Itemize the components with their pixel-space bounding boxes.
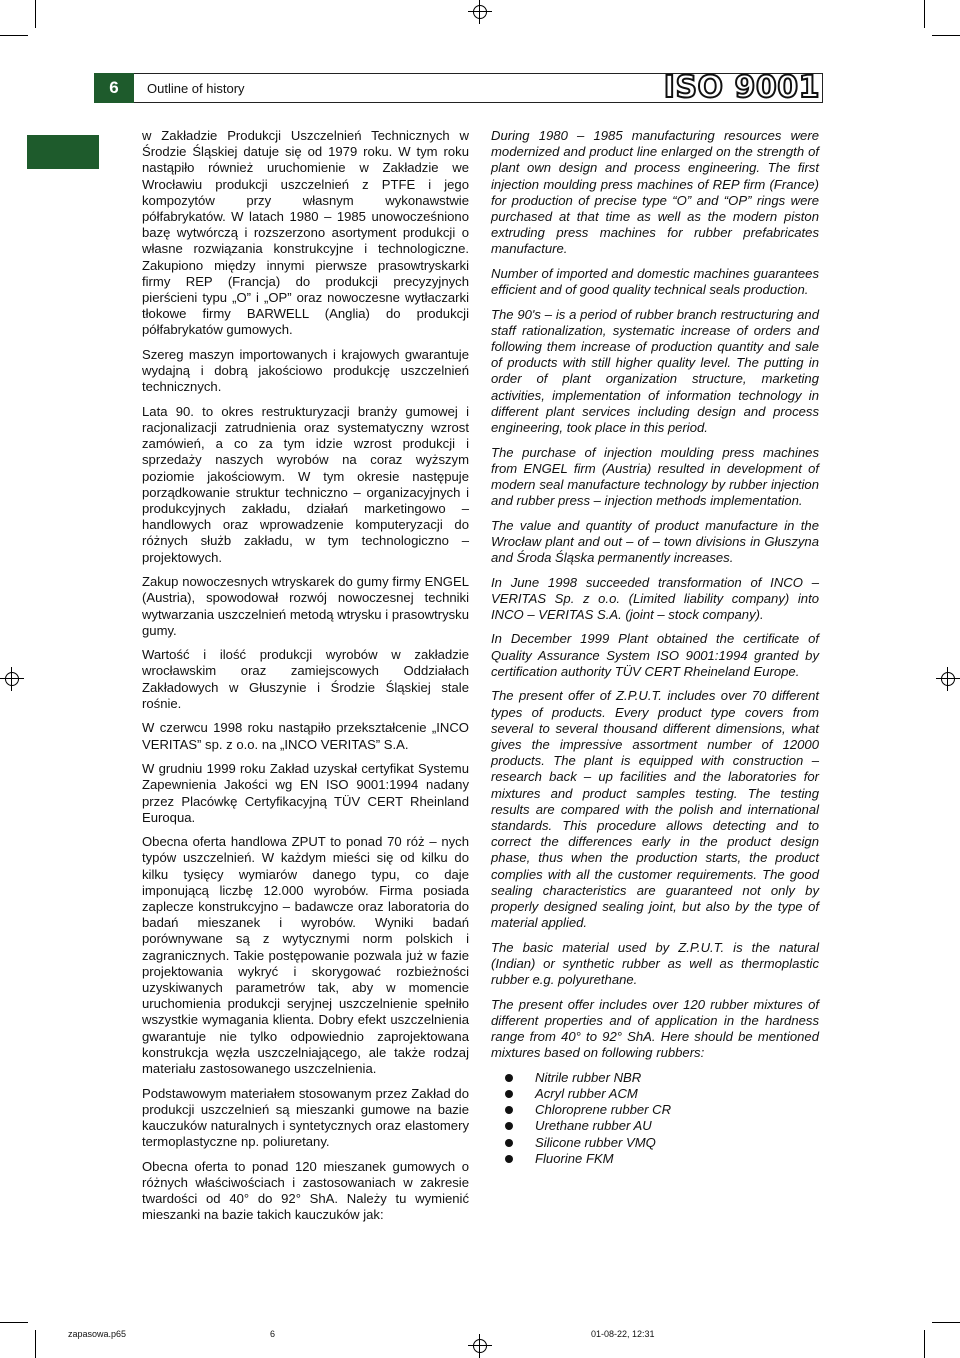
- bullet-icon: [505, 1106, 513, 1114]
- paragraph: The basic material used by Z.P.U.T. is the natural (Indian) or synthetic rubber as well as thermoplastic rubber e.g. polyurethane.: [491, 939, 819, 988]
- paragraph: w Zakładzie Produkcji Uszczelnień Technicznych w Środzie Śląskiej datuje się od 1979 roku. W tym roku nastąpiło również uruchomienie w Zakładzie we Wrocławiu produkcji uszczelnień z PTFE i jego kompozytów przy własnym wykonawstwie półfabrykatów. W latach 1980 – 1985 unowocześniono bazę wytwórczą i rozszerzono asortyment produkcji o własne rozwiązania konstrukcyjne i technologiczne. Zakupiono między innymi pierwsze prasowtryskarki firmy REP (Francja) do produkcji precyzyjnych pierścieni typu „O” i „OP” oraz nowoczesne wytłaczarki tłokowe firmy BARWELL (Anglia) do produkcji półfabrykatów gumowych.: [142, 128, 469, 338]
- crop-mark: [0, 1322, 28, 1323]
- paragraph: In June 1998 succeeded transformation of INCO – VERITAS Sp. z o.o. (Limited liability company) into INCO – VERITAS S.A. (joint – stock company).: [491, 574, 819, 622]
- list-item: [505, 1070, 819, 1086]
- paragraph: W grudniu 1999 roku Zakład uzyskał certyfikat Systemu Zapewnienia Jakości wg EN ISO 9001:1994 nadany przez Placówkę Certyfikacyjną TÜV CERT Rheinland Euroqua.: [142, 761, 469, 825]
- page-number-badge: 6: [94, 73, 134, 103]
- iso-9001-logo: ISO 9001: [663, 70, 820, 105]
- rubber-list: [491, 1070, 819, 1167]
- paragraph: W czerwcu 1998 roku nastąpiło przekształcenie „INCO VERITAS” sp. z o.o. na „INCO VERITAS” S.A.: [142, 720, 469, 752]
- list-item: [505, 1102, 819, 1118]
- crop-mark: [0, 35, 28, 36]
- paragraph: The present offer includes over 120 rubber mixtures of different properties and of application in the hardness range from 40° to 92° ShA. Here should be mentioned mixtures based on following rubbers:: [491, 996, 819, 1061]
- list-item-label: Fluorine FKM: [535, 1150, 614, 1166]
- crop-mark: [35, 0, 36, 28]
- registration-mark-icon: [936, 667, 960, 691]
- footer-file-name: zapasowa.p65: [68, 1329, 127, 1339]
- list-item: [505, 1135, 819, 1151]
- paragraph: The 90's – is a period of rubber branch restructuring and staff rationalization, systematic increase of orders and following them increase of production quantity and sale of products with still higher quality level. The putting in order of plant organization structure, marketing activities, implementation of information technology in different plant services including design and process engineering, took place in this period.: [491, 306, 819, 436]
- paragraph: Wartość i ilość produkcji wyrobów w zakładzie wrocławskim oraz zamiejscowych Oddziałach Zakładowych w Głuszynie i Środzie Śląskiej stale rośnie.: [142, 647, 469, 711]
- paragraph: Szereg maszyn importowanych i krajowych gwarantuje wydajną i dobrą jakościowo produkcję uszczelnień technicznych.: [142, 346, 469, 395]
- paragraph: The value and quantity of product manufacture in the Wrocław plant and out – of – town divisions in Głuszyna and Środa Śląska permanently increases.: [491, 517, 819, 566]
- paragraph: Obecna oferta handlowa ZPUT to ponad 70 róż – nych typów uszczelnień. W każdym mieści się od kilku do kilku tysięcy wymiarów danego typu, co daje imponującą liczbę 12.000 wyrobów. Firma posiada zaplecze konstrukcyjno – badawcze oraz laboratoria do badań mieszanek i wyrobów. Wyniki badań porównywane są z wytycznymi norm polskich i zagranicznych. Takie postępowanie pozwala już w fazie projektowania wykryć i skorygować rozbieżności uzyskiwanych parametrów tak, aby w momencie uruchomienia produkcji seryjnej uszczelnienie spełniło wszystkie wymagania klienta. Dobry efekt uszczelnienia gwarantuje nie tylko odpowiednio zaprojektowana konstrukcja węzła uszczelniającego, ale także rodzaj materiału zastosowanego uszczelnienia.: [142, 834, 469, 1077]
- footer-page-number: 6: [270, 1329, 276, 1339]
- crop-mark: [932, 1322, 960, 1323]
- paragraph: Podstawowym materiałem stosowanym przez Zakład do produkcji uszczelnień są mieszanki gumowe na bazie kauczuków naturalnych i syntetycznych oraz elastomery termoplastyczne np. poliuretany.: [142, 1085, 469, 1150]
- paragraph: In December 1999 Plant obtained the certificate of Quality Assurance System ISO 9001:1994 granted by certification authority TÜV CERT Rheineland Europe.: [491, 631, 819, 679]
- crop-mark: [932, 35, 960, 36]
- paragraph: Lata 90. to okres restrukturyzacji branży gumowej i racjonalizacji zatrudnienia oraz systematyczny wzrost zamówień, a co za tym idzie wzrost produkcji i sprzedaży naszych wyrobów na coraz wyższym poziomie jakościowym. W tym okresie następuje porządkowanie struktur techniczno – organizacyjnych i produkcyjnych zakładu, działań marketingowo – handlowych oraz wprowadzenie komputeryzacji do różnych służb zakładu, w tym technologiczno – projektowych.: [142, 403, 469, 565]
- english-text-column: [491, 128, 819, 1167]
- bullet-icon: [505, 1139, 513, 1147]
- polish-text-column: [142, 128, 469, 1232]
- bullet-icon: [505, 1155, 513, 1163]
- registration-mark-icon: [468, 1334, 492, 1358]
- paragraph: Zakup nowoczesnych wtryskarek do gumy firmy ENGEL (Austria), spowodował rozwój nowoczesnej techniki wytwarzania uszczelnień metodą wtrysku i prasowtrysku gumy.: [142, 574, 469, 638]
- list-item: [505, 1151, 819, 1167]
- page-header: [94, 70, 823, 105]
- registration-mark-icon: [0, 667, 24, 691]
- paragraph: Obecna oferta to ponad 120 mieszanek gumowych o różnych właściwościach i zastosowaniach w zakresie twardości od 40° do 92° ShA. Należy tu wymienić mieszanki na bazie takich kauczuków jak:: [142, 1158, 469, 1223]
- crop-mark: [924, 1330, 925, 1358]
- section-title: Outline of history: [147, 81, 245, 96]
- bullet-icon: [505, 1122, 513, 1130]
- paragraph: The purchase of injection moulding press machines from ENGEL firm (Austria) resulted in development of modern seal manufacture technology by rubber injection and rubber press – injection methods implementation.: [491, 444, 819, 509]
- bullet-icon: [505, 1090, 513, 1098]
- list-item-label: Acryl rubber ACM: [535, 1085, 638, 1101]
- paragraph: Number of imported and domestic machines guarantees efficient and of good quality technical seals production.: [491, 265, 819, 298]
- list-item-label: Silicone rubber VMQ: [535, 1134, 656, 1150]
- list-item: [505, 1086, 819, 1102]
- registration-mark-icon: [468, 0, 492, 24]
- footer-timestamp: 01-08-22, 12:31: [591, 1329, 655, 1339]
- list-item-label: Chloroprene rubber CR: [535, 1102, 672, 1118]
- bullet-icon: [505, 1074, 513, 1082]
- list-item-label: Urethane rubber AU: [535, 1118, 652, 1134]
- green-side-tab: [27, 135, 99, 169]
- paragraph: The present offer of Z.P.U.T. includes over 70 different types of products. Every product type covers from several to several thousand different dimensions, what gives the impressive assortment number of 12000 products. The plant is equipped with construction – research back – up facilities and the laboratories for mixtures and product samples testing. The testing results are compared with the polish and international standards. This procedure allows detecting and to correct the differences early in the product design phase, thus when the production starts, the product complies with all the customer requirements. The good sealing characteristics are guaranteed not only by properly designed sealing joint, but also by the type of material applied.: [491, 688, 819, 931]
- paragraph: During 1980 – 1985 manufacturing resources were modernized and product line enlarged on the strength of plant own design and process engineering. The first injection moulding press machines of REP firm (France) for production of precise type “O” and “OP” rings were purchased at that time as well as the modern piston extruding press machines for rubber prefabricates manufacture.: [491, 128, 819, 257]
- list-item-label: Nitrile rubber NBR: [535, 1069, 642, 1085]
- crop-mark: [35, 1330, 36, 1358]
- list-item: [505, 1118, 819, 1134]
- crop-mark: [924, 0, 925, 28]
